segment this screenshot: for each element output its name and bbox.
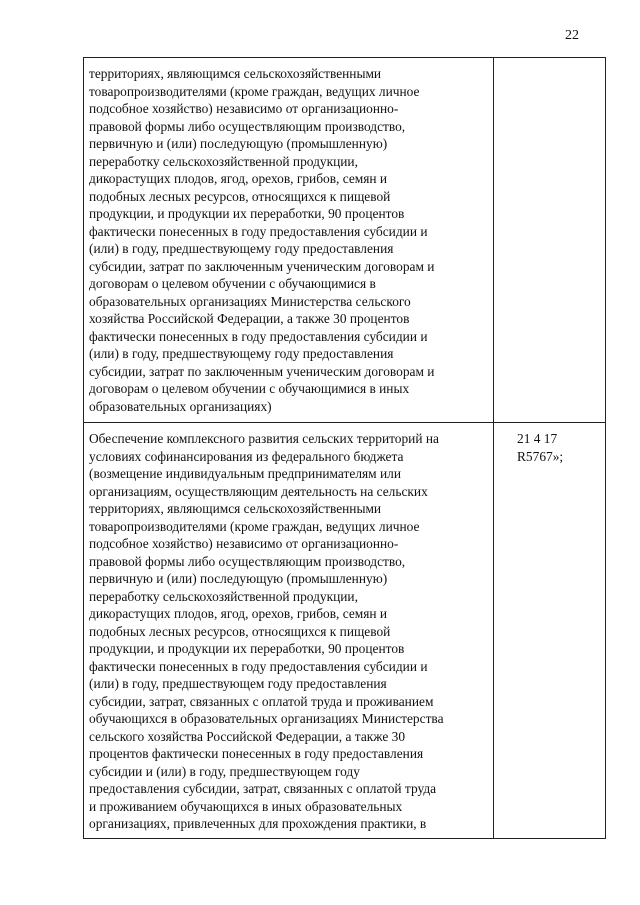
code-cell xyxy=(494,423,606,839)
code-text xyxy=(494,58,605,69)
budget-classification-table xyxy=(83,57,606,839)
table-row xyxy=(84,58,606,423)
code-text: 21 4 17 R5767»; xyxy=(517,431,564,464)
description-cell xyxy=(84,58,494,423)
table-row xyxy=(84,423,606,839)
page-number: 22 xyxy=(565,28,579,43)
description-text: территориях, являющимся сельскохозяйственными товаропроизводителями (кроме граждан, ведущих личное подсобное хозяйство) независимо от организационно- правовой формы либо осуществляющим производство, первичную и (или) последующую (промышленную) переработку сельскохозяйственной продукции, дикорастущих плодов, ягод, орехов, грибов, семян и подобных лесных ресурсов, относящихся к пищевой продукции, и продукции их переработки, 90 процентов фактически понесенных в году предоставления субсидии и (или) в году, предшествующему году предоставления субсидии, затрат по заключенным ученическим договорам и договорам о целевом обучении с обучающимися в образовательных организациях Министерства сельского хозяйства Российской Федерации, а также 30 процентов фактически понесенных в году предоставления субсидии и (или) в году, предшествующему году предоставления субсидии, затрат по заключенным ученическим договорам и договорам о целевом обучении с обучающимися в иных образовательных организациях) xyxy=(89,66,435,414)
description-text: Обеспечение комплексного развития сельских территорий на условиях софинансирования из федерального бюджета (возмещение индивидуальным предпринимателям или организациям, осуществляющим деятельность на сельских территориях, являющимся сельскохозяйственными товаропроизводителями (кроме граждан, ведущих личное подсобное хозяйство) независимо от организационно- правовой формы либо осуществляющим производство, первичную и (или) последующую (промышленную) переработку сельскохозяйственной продукции, дикорастущих плодов, ягод, орехов, грибов, семян и подобных лесных ресурсов, относящихся к пищевой продукции, и продукции их переработки, 90 процентов фактически понесенных в году предоставления субсидии и (или) в году, предшествующем году предоставления субсидии, затрат, связанных с оплатой труда и проживанием обучающихся в образовательных организациях Министерства сельского хозяйства Российской Федерации, а также 30 процентов фактически понесенных в году предоставления субсидии и (или) в году, предшествующем году предоставления субсидии, затрат, связанных с оплатой труда и проживанием обучающихся в иных образовательных организациях, привлеченных для прохождения практики, в xyxy=(89,431,444,831)
description-cell xyxy=(84,423,494,839)
code-cell xyxy=(494,58,606,423)
